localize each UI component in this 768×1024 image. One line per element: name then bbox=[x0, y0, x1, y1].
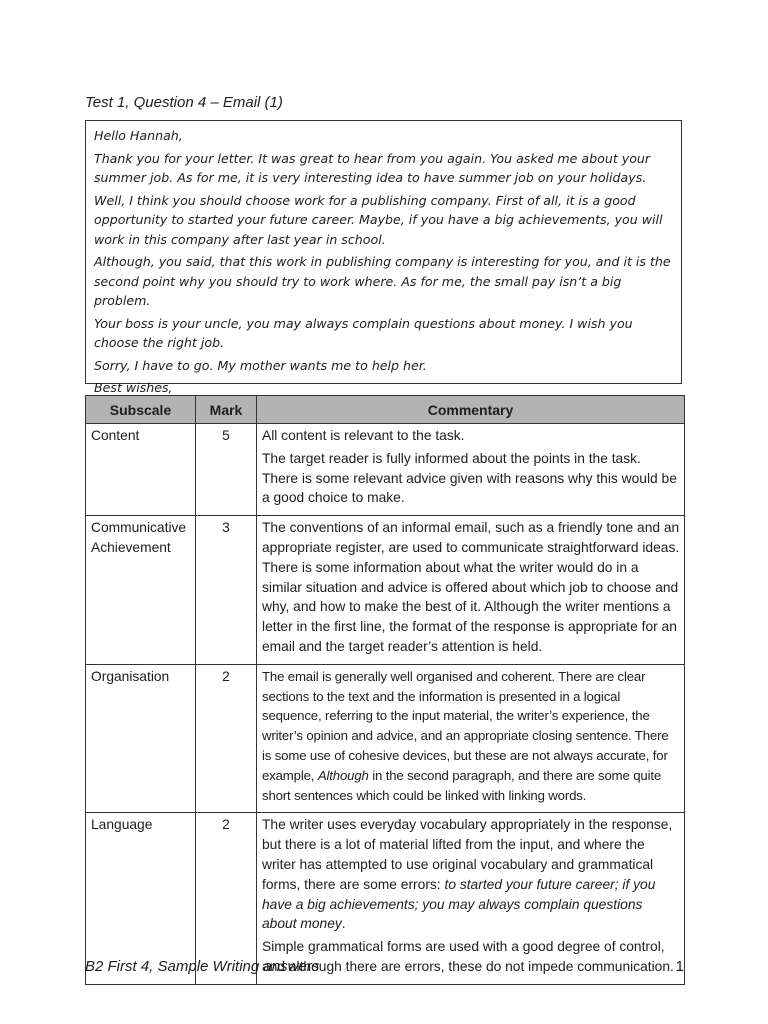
email-paragraph: Thank you for your letter. It was great to hear from you again. You asked me about your summer job. As for me, it is very interesting idea to have summer job on your holidays. bbox=[94, 150, 651, 185]
table-row-communicative-achievement bbox=[86, 516, 685, 665]
footer-title: B2 First 4, Sample Writing answers bbox=[85, 958, 320, 975]
commentary-cell bbox=[257, 813, 685, 984]
commentary-text: The conventions of an informal email, such as a friendly tone and an appropriate register, are used to communicate straightforward ideas. There is some information about what the writer would do in a similar situation and advice is offered about which job to choose and why, and how to make the best of it. Although the writer mentions a letter in the first line, the format of the response is appropriate for an email and the target reader’s attention is held. bbox=[262, 520, 680, 654]
email-paragraph: Sorry, I have to go. My mother wants me to help her. bbox=[94, 357, 427, 373]
assessment-table bbox=[85, 395, 685, 985]
page-number: 1 bbox=[675, 958, 684, 975]
header-subscale: Subscale bbox=[86, 396, 196, 424]
commentary-cell bbox=[257, 424, 685, 516]
email-paragraph: Hello Hannah, bbox=[94, 128, 183, 143]
commentary-text-segment: The email is generally well organised and coherent. There are clear sections to the text and the information is presented in a logical sequence, referring to the input material, the writer’s experience, the writer’s opinion and advice, and an appropriate closing sentence. There is some use of cohesive devices, but these are not always accurate, for example, bbox=[262, 668, 669, 783]
commentary-text: The target reader is fully informed about the points in the task. There is some relevant advice given with reasons why this would be a good choice to make. bbox=[262, 450, 677, 506]
email-paragraph: Your boss is your uncle, you may always complain questions about money. I wish you choose the right job. bbox=[94, 315, 633, 350]
header-commentary: Commentary bbox=[257, 396, 685, 424]
email-sample-box bbox=[85, 120, 682, 395]
commentary-text: All content is relevant to the task. bbox=[262, 428, 465, 443]
commentary-text: Simple grammatical forms are used with a good degree of control, and although there are errors, these do not impede communication. bbox=[262, 939, 674, 974]
commentary-text bbox=[262, 667, 680, 806]
commentary-italic-segment: Although bbox=[317, 767, 369, 783]
commentary-italic-segment: to started your future career; if you have a big achievements; you may always complain questions about money bbox=[262, 876, 656, 932]
commentary-text bbox=[262, 815, 680, 934]
commentary-text-segment: The writer uses everyday vocabulary appropriately in the response, but there is a lot of material lifted from the input, and where the writer has attempted to use original vocabulary and grammatical forms, there are some errors: bbox=[262, 817, 673, 892]
subscale-cell: Language bbox=[86, 813, 196, 984]
mark-cell: 3 bbox=[196, 516, 257, 665]
header-mark: Mark bbox=[196, 396, 257, 424]
table-row-content bbox=[86, 424, 685, 516]
commentary-cell bbox=[257, 664, 685, 813]
table-header-row bbox=[86, 396, 685, 424]
mark-cell: 2 bbox=[196, 813, 257, 984]
mark-cell: 2 bbox=[196, 664, 257, 813]
mark-cell: 5 bbox=[196, 424, 257, 516]
page-heading: Test 1, Question 4 – Email (1) bbox=[85, 94, 283, 111]
commentary-cell bbox=[257, 516, 685, 665]
email-paragraph: Although, you said, that this work in publishing company is interesting for you, and it is the second point why you should try to work where. As for me, the small pay isn’t a big problem. bbox=[94, 254, 671, 308]
subscale-cell: Content bbox=[86, 424, 196, 516]
table-row-organisation bbox=[86, 664, 685, 813]
subscale-cell: Communicative Achievement bbox=[86, 516, 196, 665]
subscale-cell: Organisation bbox=[86, 664, 196, 813]
email-paragraph: Best wishes, bbox=[94, 380, 173, 395]
commentary-text-segment: in the second paragraph, and there are some quite short sentences which could be linked with linking words. bbox=[262, 767, 662, 803]
commentary-text-segment: . bbox=[341, 916, 346, 932]
email-paragraph: Well, I think you should choose work for a publishing company. First of all, it is a good opportunity to started your future career. Maybe, if you have a big achievements, you will work in this company after last year in school. bbox=[94, 192, 663, 247]
